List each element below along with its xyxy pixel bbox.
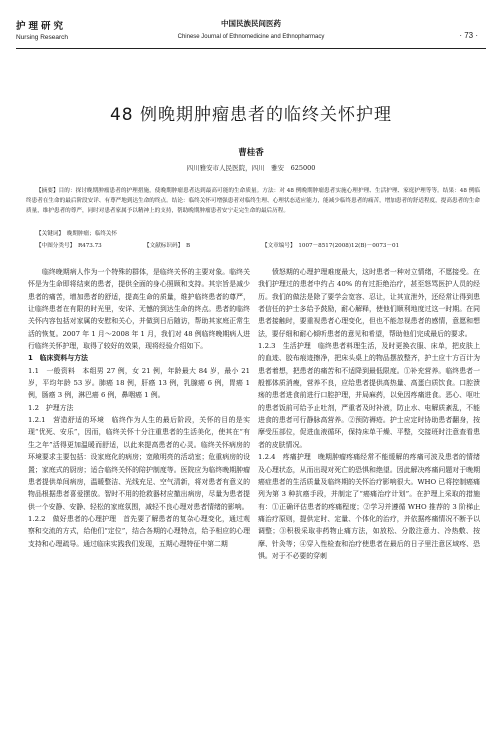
right-heading-1: 1.2.3 生活护理 临终患者料理生活，及时更换衣服、床单，把皮肤上的血迹、胶布痕迹擦净，把床头桌上的物品摆放整齐，护士应十方百计为患者着想，把患者的痛苦和不适降到最低限度。①补充营养。临终患者一般都体质消瘦，营养不良，应给患者提供高热量、高蛋白质饮食。口腔溃疡的患者进食前进行口腔护理，并局麻药，以免因疼痛进食。恶心、呕吐的患者饭前可给予止吐剂，严重者及时补液，防止水、电解质紊乱，不能进食的患者可行静脉高营养。②预防褥疮。护士应定时协助患者翻身，按摩受压部位，促进血液循环，保持床单干燥、平整，交接班时注意查看患者的皮肤情况。 xyxy=(258,342,480,449)
abstract xyxy=(26,186,480,216)
author-affiliation: 四川雅安市人民医院，四川 雅安 625000 xyxy=(186,164,316,172)
left-paragraph-0: 临终晚期病人作为一个特殊的群体，是临终关怀的主要对象。临终关怀是为生命即将结束的患者，提供全面的身心照顾和支持。其宗旨是减少患者的痛苦，增加患者的舒适，提高生命的质量，维护临终患者的尊严，让临终患者在有限的时光里，安详、无憾的到达生命的终点。患者的临终关怀内容包括对家属的安慰和关心，并做到日后随访，帮助其家庭正常生活的恢复。2007 年 1 月～2008 年 1 月，我们对 48 例临终晚期病人进行临终关怀护理，取得了较好的效果，现将经验介绍如下。 xyxy=(28,268,250,351)
right-heading-2: 1.2.4 疼痛护理 晚期肿瘤疼痛经常不能缓解的疼痛可波及患者的情绪及心理状态，从而出现对死亡的恐惧和绝望。因此解决疼痛问题对于晚期癌症患者的生活质量及临终期的关怀治疗影响很大。WHO 已将控制癌痛列为第 3 种抗癌手段，并制定了“癌痛治疗计划”。在护理上采取的措施有：①正确评估患者的疼痛程度；②学习并遵循 WHO 推荐的 3 阶梯止痛治疗原则，提供定时、定量、个体化的治疗，并依据疼痛情况不断予以调整；③积极采取非药物止痛方法，如放松、分散注意力、冷热敷、按摩、针灸等；④穿入性检查和治疗使患者在最后的日子里注意区域疼、恐惧。对于不必要的穿刺 xyxy=(258,453,480,560)
header-rule xyxy=(16,48,486,49)
journal-title: 中国民族民间医药 xyxy=(221,19,281,28)
document-code: 【文献标识码】 B xyxy=(144,243,191,249)
journal-title-en: Chinese Journal of Ethnomedicine and Ethnopharmacy xyxy=(177,34,325,40)
classification-line xyxy=(36,241,480,251)
keywords: 【关键词】 晚期肿瘤；临终关怀 xyxy=(36,231,118,237)
article-number: 【文章编号】 1007－8517(2008)12(B)－0073－01 xyxy=(262,243,400,249)
left-heading-5: 1.2.2 做好患者的心理护理 首先要了解患者的复杂心理变化，通过观察和交流的方式，给他们“定位”，结合各期的心理特点，给予相应的心理支持和心理疏导。通过临床实践我们发现，五期心理特征中第二期 xyxy=(28,514,250,548)
abstract-text: 【摘要】目的：探讨晚期肿瘤患者的护理措施，使晚期肿瘤患者达到最高可能的生命质量。方法：对 48 例晚期肿瘤患者实施心理护理、生活护理、家庭护理等等。结果：48 例临终患者在生命的最后阶段安详、有尊严地到达生命的终点。结论：临终关怀可增强患者对临终生理、心理状态适应能力，能减少临终患者的痛苦，增加患者的舒适程度，提高患者的生命质量，维护患者的尊严，同时对患者家属予以精神上的支持，帮助晚期肿瘤患者安宁走完生命的最后历程。 xyxy=(26,188,480,214)
article-title: 48 例晚期肿瘤患者的临终关怀护理 xyxy=(109,105,393,125)
body-column-left xyxy=(28,266,250,550)
section-label: 护理研究 xyxy=(16,21,67,32)
page-number: · 73 · xyxy=(459,31,478,40)
running-header xyxy=(16,14,486,56)
left-heading-3: 1.2 护理方法 xyxy=(28,403,74,412)
right-paragraph-0: 愤怒期的心理护理难度最大，这时患者一种对立情绪，不愿接受。在我们护理过的患者中约占 40% 的有过拒绝治疗，甚至怒骂医护人员的经历。我们的做法是除了要学会宽容、忍让，让其宣泄外，还经常让得到患者信任的护士多给予鼓励，耐心解释，使他们顺利地度过这一时期。在同患者接触时，要重视患者心理变化，但也不能忽视患者的感情，意愿和想法，要仔细和耐心倾听患者的意见和希望，帮助他们完成最后的要求。 xyxy=(258,268,480,338)
body-column-right xyxy=(258,266,480,562)
section-label-en: Nursing Research xyxy=(16,34,69,41)
left-heading-2: 1.1 一般资料 本组男 27 例，女 21 例，年龄最大 84 岁，最小 21 岁，平均年龄 53 岁。肺癌 18 例，肝癌 13 例，乳腺癌 6 例，胃癌 1 例，肠癌 3 例，淋巴癌 6 例，鼻咽癌 1 例。 xyxy=(28,366,250,400)
author-name: 曹桂香 xyxy=(238,148,264,158)
clc-code: 【中图分类号】 R473.73 xyxy=(36,243,102,249)
left-heading-1: 1 临床资料与方法 xyxy=(28,354,88,363)
left-heading-4: 1.2.1 营造舒适的环境 临终作为人生的最后阶段，关怀的目的是实现“优死、安乐”，因而，临终关怀十分注重患者的生活美化，使其在“有生之年”活得更加温暖而舒适，以此来提高患者的心灵。临终关怀病房的环境要求主要包括：设家庭化的病房；宽敞明亮的活动室；危重病房的设置；家庭式的厨房；适合临终关怀的陪护制度等。医院应为临终晚期肿瘤患者提供单间病房，温暖整洁、光线充足、空气清新，将对患者有意义的物品根据患者喜爱摆放。智时不用的抢救器材应撤出病房，尽量为患者提供一个安静、安静、轻松的家庭氛围，减轻不良心理对患者情绪的影响。 xyxy=(28,416,250,511)
